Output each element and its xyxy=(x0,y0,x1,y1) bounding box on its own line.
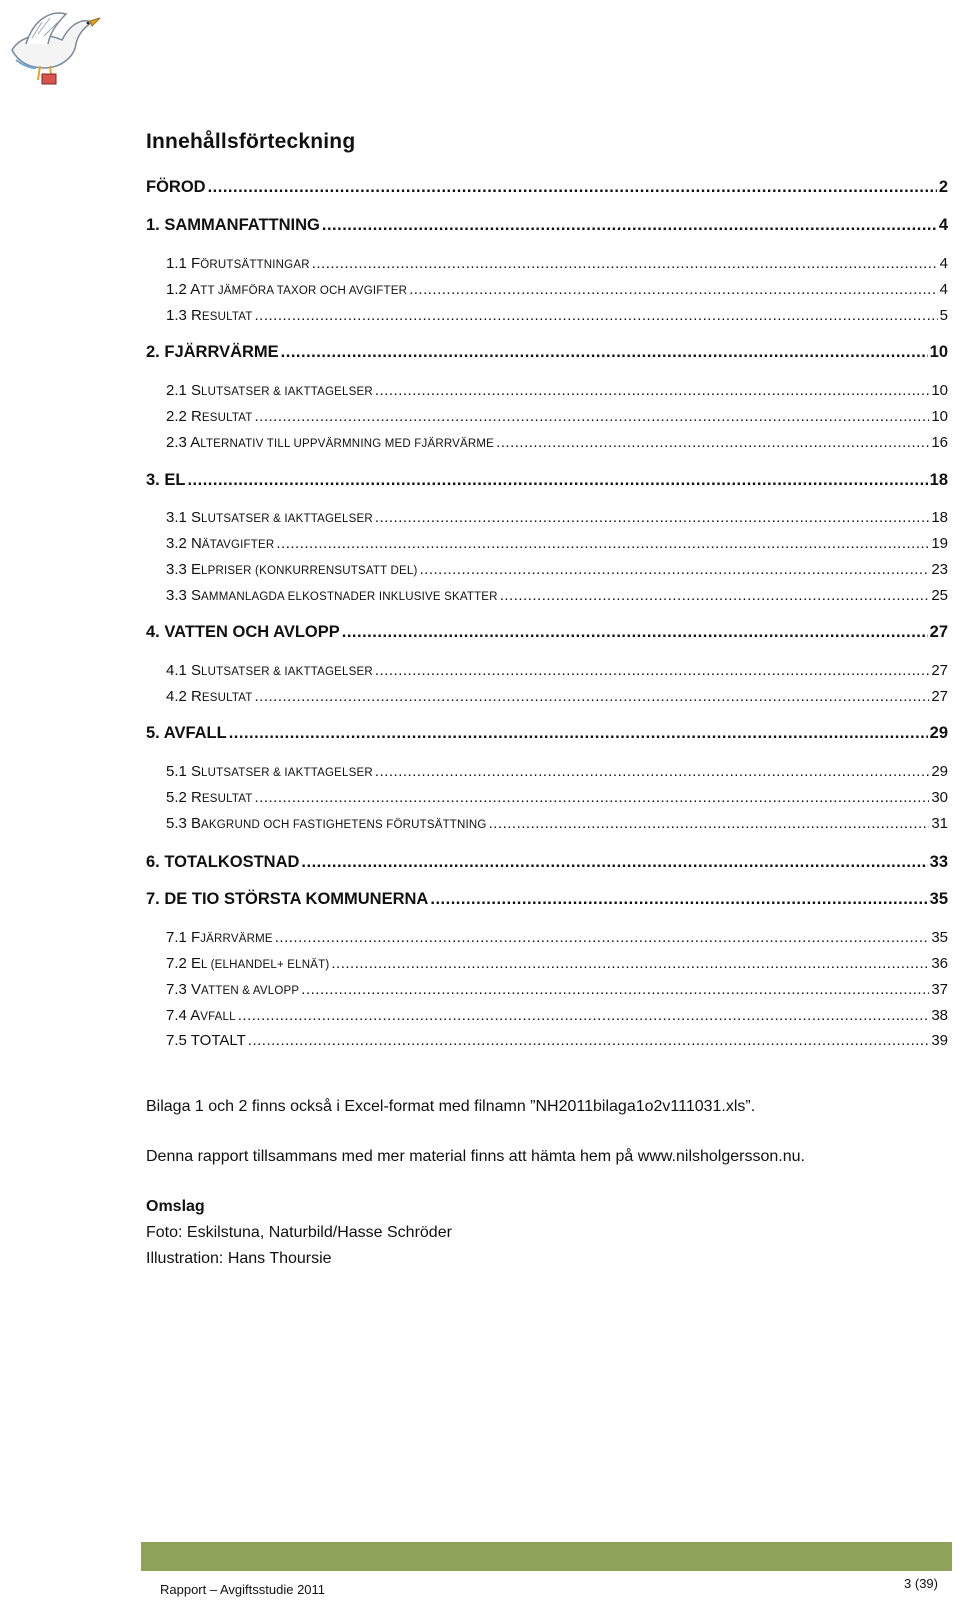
toc-entry[interactable] xyxy=(146,561,948,578)
toc-entry-page: 23 xyxy=(931,561,948,578)
toc-entry-title xyxy=(166,434,494,451)
toc-entry-rest: LUTSATSER & IAKTTAGELSER xyxy=(201,513,373,525)
toc-entry-title xyxy=(166,955,329,972)
toc-entry-page: 33 xyxy=(929,853,948,871)
omslag-heading: Omslag xyxy=(146,1198,205,1215)
toc-dot-leader xyxy=(254,408,929,425)
toc-entry-number: 7.1 xyxy=(166,929,187,946)
toc-entry-number: 3.2 xyxy=(166,535,187,552)
toc-entry-number: 4. xyxy=(146,623,160,641)
toc-entry-number: 3. xyxy=(146,471,160,489)
footer-page-number: 3 (39) xyxy=(904,1576,938,1591)
toc-dot-leader xyxy=(430,890,927,909)
toc-entry-number: 1.3 xyxy=(166,307,187,324)
toc-entry-title xyxy=(146,724,227,743)
toc-dot-leader xyxy=(275,929,930,946)
toc-entry-title xyxy=(166,1032,246,1049)
toc-entry-initial: E xyxy=(191,561,202,578)
toc-dot-leader xyxy=(322,216,937,235)
toc-entry-rest: TT JÄMFÖRA TAXOR OCH AVGIFTER xyxy=(200,285,408,297)
toc-entry[interactable] xyxy=(146,929,948,946)
toc-entry[interactable] xyxy=(146,382,948,399)
toc-entry-heading: AVFALL xyxy=(163,724,227,742)
rapport-note: Denna rapport tillsammans med mer material finns att hämta hem på www.nilsholgersson.nu. xyxy=(146,1148,805,1165)
toc-entry-title xyxy=(146,178,206,197)
toc-entry-rest: LUTSATSER & IAKTTAGELSER xyxy=(201,767,373,779)
toc-entry-initial: S xyxy=(191,763,202,780)
toc-entry-page: 36 xyxy=(931,955,948,972)
toc-entry-initial: R xyxy=(191,688,202,705)
toc-entry-title xyxy=(166,255,310,272)
toc-entry-rest: ESULTAT xyxy=(201,412,253,424)
toc-entry-heading: SAMMANFATTNING xyxy=(164,216,320,234)
toc-dot-leader xyxy=(342,623,928,642)
toc-entry-initial: A xyxy=(190,1007,201,1024)
toc-entry-number: 7.5 xyxy=(166,1032,187,1049)
toc-entry[interactable] xyxy=(146,587,948,604)
toc-entry[interactable] xyxy=(146,178,948,197)
toc-entry[interactable] xyxy=(146,724,948,743)
toc-entry-heading: VATTEN OCH AVLOPP xyxy=(164,623,340,641)
toc-entry[interactable] xyxy=(146,981,948,998)
foto-credit: Foto: Eskilstuna, Naturbild/Hasse Schröder xyxy=(146,1224,452,1241)
toc-entry-page: 10 xyxy=(929,343,948,361)
toc-entry-number: 7.4 xyxy=(166,1007,187,1024)
toc-dot-leader xyxy=(301,981,929,998)
goose-logo-icon xyxy=(4,4,104,92)
toc-entry-title xyxy=(166,929,273,946)
toc-entry[interactable] xyxy=(146,623,948,642)
toc-dot-leader xyxy=(409,281,938,298)
toc-entry-title xyxy=(166,763,373,780)
toc-dot-leader xyxy=(254,307,937,324)
toc-entry-heading: FJÄRRVÄRME xyxy=(164,343,279,361)
toc-entry-title xyxy=(166,561,418,578)
toc-entry-title xyxy=(166,535,274,552)
toc-entry-number: 1.2 xyxy=(166,281,187,298)
toc-entry-rest: AMMANLAGDA ELKOSTNADER INKLUSIVE SKATTER xyxy=(201,591,498,603)
toc-entry-number: 3.3 xyxy=(166,587,187,604)
toc-dot-leader xyxy=(375,382,929,399)
toc-entry-initial: TOTALT xyxy=(190,1032,246,1049)
toc-entry[interactable] xyxy=(146,1032,948,1049)
toc-entry-title xyxy=(166,688,252,705)
toc-entry-title xyxy=(166,789,252,806)
toc-dot-leader xyxy=(254,688,929,705)
toc-entry-rest: ÄTAVGIFTER xyxy=(201,539,275,551)
footer-bar xyxy=(141,1542,952,1571)
toc-dot-leader xyxy=(254,789,929,806)
toc-entry-page: 18 xyxy=(931,509,948,526)
toc-entry-number: 3.3 xyxy=(166,561,187,578)
toc-entry-title xyxy=(166,281,407,298)
toc-entry-initial: B xyxy=(191,815,202,832)
toc-entry-rest: LUTSATSER & IAKTTAGELSER xyxy=(201,386,373,398)
toc-entry-number: 4.2 xyxy=(166,688,187,705)
toc-entry-initial: R xyxy=(191,408,202,425)
toc-entry-heading: DE TIO STÖRSTA KOMMUNERNA xyxy=(164,890,429,908)
toc-entry-initial: S xyxy=(191,509,202,526)
toc-dot-leader xyxy=(312,255,938,272)
bilaga-note: Bilaga 1 och 2 finns också i Excel-format med filnamn ”NH2011bilaga1o2v111031.xls”. xyxy=(146,1098,756,1115)
toc-title: Innehållsförteckning xyxy=(146,130,356,153)
toc-entry-rest: LUTSATSER & IAKTTAGELSER xyxy=(201,666,373,678)
toc-entry-title xyxy=(146,890,428,909)
toc-dot-leader xyxy=(208,178,937,197)
toc-entry[interactable] xyxy=(146,216,948,235)
toc-entry-initial: R xyxy=(191,307,202,324)
toc-entry-initial: F xyxy=(191,929,201,946)
toc-dot-leader xyxy=(375,763,929,780)
toc-entry-number: 7.3 xyxy=(166,981,187,998)
toc-dot-leader xyxy=(500,587,930,604)
toc-entry-rest: ESULTAT xyxy=(201,692,253,704)
toc-entry-number: 2. xyxy=(146,343,160,361)
toc-entry-page: 4 xyxy=(939,281,948,298)
toc-dot-leader xyxy=(238,1007,930,1024)
toc-dot-leader xyxy=(301,853,927,872)
toc-entry[interactable] xyxy=(146,955,948,972)
toc-entry-page: 30 xyxy=(931,789,948,806)
toc-entry-initial: A xyxy=(190,434,201,451)
toc-entry-page: 38 xyxy=(931,1007,948,1024)
toc-entry-page: 27 xyxy=(929,623,948,641)
toc-entry-title xyxy=(146,853,299,872)
toc-entry-rest: LPRISER (KONKURRENSUTSATT DEL) xyxy=(201,565,418,577)
toc-entry-page: 29 xyxy=(929,724,948,742)
toc-dot-leader xyxy=(420,561,930,578)
toc-entry[interactable] xyxy=(146,535,948,552)
toc-entry-title xyxy=(166,1007,236,1024)
toc-entry-initial: E xyxy=(191,955,202,972)
toc-entry-rest: LTERNATIV TILL UPPVÄRMNING MED FJÄRRVÄRME xyxy=(200,438,495,450)
toc-entry-number: 5.2 xyxy=(166,789,187,806)
toc-entry[interactable] xyxy=(146,434,948,451)
toc-entry-title xyxy=(146,623,340,642)
toc-entry[interactable] xyxy=(146,853,948,872)
toc-entry-title xyxy=(146,343,279,362)
toc-entry-page: 19 xyxy=(931,535,948,552)
toc-entry-title xyxy=(166,408,252,425)
toc-entry-rest: L (ELHANDEL+ ELNÄT) xyxy=(201,959,330,971)
toc-entry-title xyxy=(166,815,487,832)
toc-entry-title xyxy=(166,662,373,679)
toc-entry-number: 7.2 xyxy=(166,955,187,972)
toc-entry-initial: F xyxy=(191,255,201,272)
toc-entry-page: 35 xyxy=(931,929,948,946)
toc-entry-heading: EL xyxy=(164,471,186,489)
toc-entry-page: 35 xyxy=(929,890,948,908)
toc-entry-initial: S xyxy=(191,662,202,679)
toc-entry-number: 2.2 xyxy=(166,408,187,425)
toc-entry-page: 10 xyxy=(931,382,948,399)
toc-entry-number: 5.3 xyxy=(166,815,187,832)
toc-entry-number: 3.1 xyxy=(166,509,187,526)
toc-entry-number: 1. xyxy=(146,216,160,234)
toc-entry-title xyxy=(166,307,252,324)
toc-entry[interactable] xyxy=(146,408,948,425)
toc-entry[interactable] xyxy=(146,509,948,526)
toc-entry-initial: S xyxy=(191,587,202,604)
toc-entry-heading: FÖROD xyxy=(146,178,206,196)
toc-entry-initial: S xyxy=(191,382,202,399)
toc-entry-page: 37 xyxy=(931,981,948,998)
toc-entry[interactable] xyxy=(146,255,948,272)
toc-entry-initial: R xyxy=(191,789,202,806)
toc-entry[interactable] xyxy=(146,307,948,324)
toc-entry[interactable] xyxy=(146,763,948,780)
toc-dot-leader xyxy=(331,955,929,972)
toc-entry-page: 39 xyxy=(931,1032,948,1049)
illustration-credit: Illustration: Hans Thoursie xyxy=(146,1250,332,1267)
toc-dot-leader xyxy=(248,1032,930,1049)
toc-entry-page: 4 xyxy=(939,255,948,272)
toc-entry-rest: VFALL xyxy=(200,1011,236,1023)
toc-entry-number: 2.3 xyxy=(166,434,187,451)
toc-entry-rest: ESULTAT xyxy=(201,311,253,323)
toc-entry-title xyxy=(146,471,185,490)
toc-entry-title xyxy=(166,382,373,399)
toc-entry-rest: JÄRRVÄRME xyxy=(200,933,273,945)
toc-entry-rest: ESULTAT xyxy=(201,793,253,805)
toc-entry-page: 29 xyxy=(931,763,948,780)
toc-entry[interactable] xyxy=(146,890,948,909)
toc-entry-number: 6. xyxy=(146,853,160,871)
toc-entry[interactable] xyxy=(146,471,948,490)
toc-dot-leader xyxy=(187,471,927,490)
toc-entry[interactable] xyxy=(146,789,948,806)
toc-entry[interactable] xyxy=(146,343,948,362)
toc-entry-page: 27 xyxy=(931,688,948,705)
toc-entry-title xyxy=(166,509,373,526)
footer-report-title: Rapport – Avgiftsstudie 2011 xyxy=(160,1582,326,1597)
toc-dot-leader xyxy=(375,662,929,679)
toc-dot-leader xyxy=(276,535,929,552)
toc-entry-rest: ÖRUTSÄTTNINGAR xyxy=(200,259,310,271)
toc-dot-leader xyxy=(489,815,930,832)
toc-entry[interactable] xyxy=(146,688,948,705)
toc-entry-title xyxy=(166,587,498,604)
toc-dot-leader xyxy=(496,434,929,451)
toc-entry-page: 10 xyxy=(931,408,948,425)
toc-entry-number: 5. xyxy=(146,724,160,742)
toc-entry[interactable] xyxy=(146,662,948,679)
toc-entry-initial: A xyxy=(190,281,201,298)
toc-entry-title xyxy=(166,981,299,998)
toc-entry[interactable] xyxy=(146,815,948,832)
toc-entry-number: 1.1 xyxy=(166,255,187,272)
toc-dot-leader xyxy=(229,724,928,743)
toc-entry-rest: AKGRUND OCH FASTIGHETENS FÖRUTSÄTTNING xyxy=(201,819,487,831)
toc-entry-number: 5.1 xyxy=(166,763,187,780)
toc-entry-page: 2 xyxy=(938,178,948,196)
toc-entry-number: 4.1 xyxy=(166,662,187,679)
toc-entry-page: 31 xyxy=(931,815,948,832)
toc-entry-initial: N xyxy=(191,535,202,552)
toc-entry-page: 5 xyxy=(939,307,948,324)
toc-entry-page: 4 xyxy=(938,216,948,234)
toc-entry-page: 27 xyxy=(931,662,948,679)
toc-entry-page: 25 xyxy=(931,587,948,604)
toc-dot-leader xyxy=(281,343,928,362)
toc-entry-page: 16 xyxy=(931,434,948,451)
toc-entry-title xyxy=(146,216,320,235)
toc-entry-number: 2.1 xyxy=(166,382,187,399)
toc-entry-heading: TOTALKOSTNAD xyxy=(164,853,300,871)
toc-entry-number: 7. xyxy=(146,890,160,908)
toc-entry-rest: ATTEN & AVLOPP xyxy=(201,985,300,997)
toc-entry-initial: V xyxy=(191,981,202,998)
toc-entry[interactable] xyxy=(146,1007,948,1024)
toc-dot-leader xyxy=(375,509,929,526)
toc-entry[interactable] xyxy=(146,281,948,298)
toc-entry-page: 18 xyxy=(929,471,948,489)
